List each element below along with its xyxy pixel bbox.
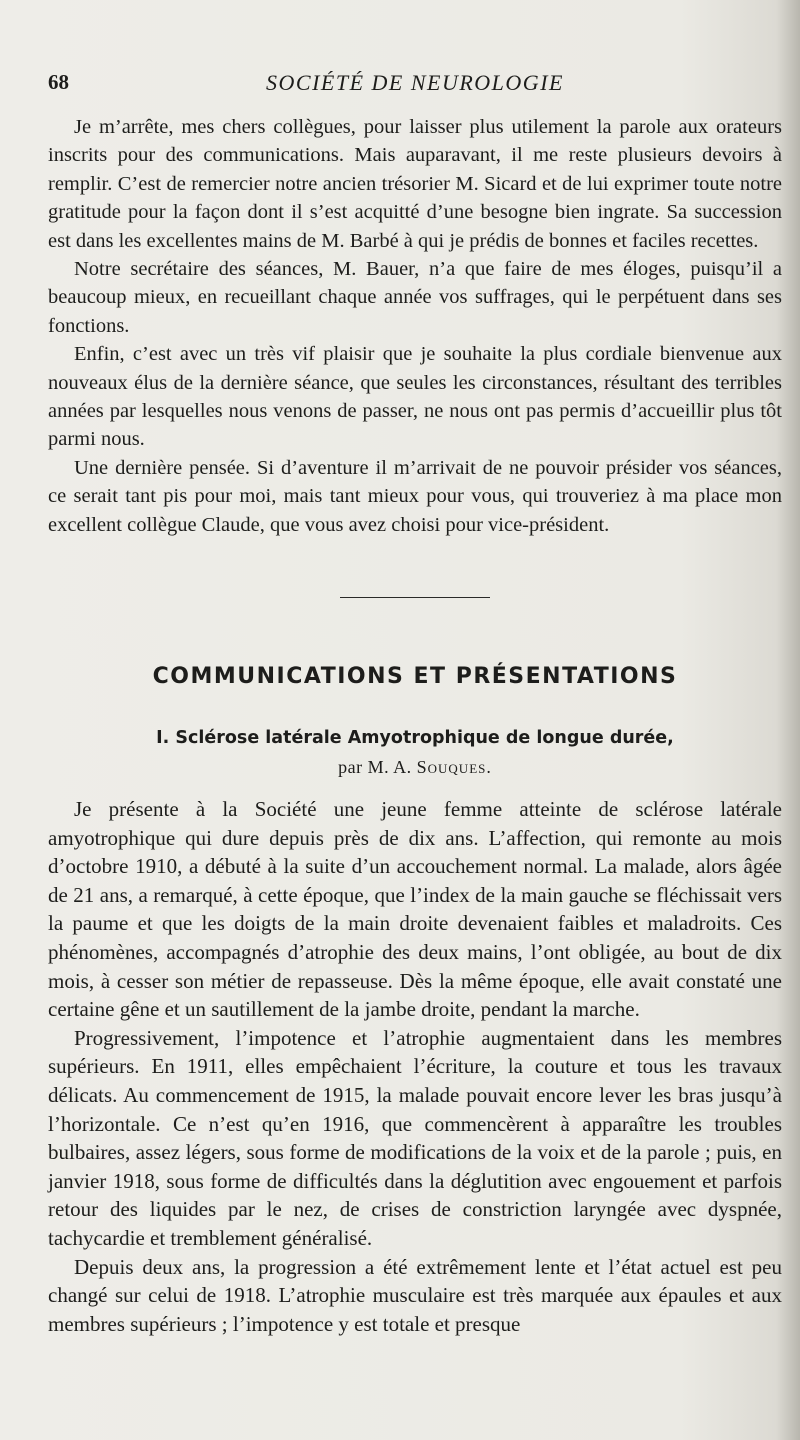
paragraph: Une dernière pensée. Si d’aventure il m’arrivait de ne pouvoir présider vos séances, ce serait tant pis pour moi, mais tant mieux pour vous, qui trouveriez à ma place mon excellent collègue Claude, que vous avez choisi pour vice-président. <box>48 456 782 536</box>
section-heading: COMMUNICATIONS ET PRÉSENTATIONS <box>152 664 678 689</box>
page-header <box>48 70 782 100</box>
article-text <box>48 795 782 1338</box>
paragraph: Je présente à la Société une jeune femme atteinte de sclérose latérale amyotrophique qui dure depuis près de dix ans. L’affection, qui remonte au mois d’octobre 1910, a débuté à la suite d’un accouchement normal. La malade, alors âgée de 21 ans, a remarqué, à cette époque, que l’index de la main gauche se fléchissait vers la paume et que les doigts de la main droite devenaient faibles et maladroits. Ces phénomènes, accompagnés d’atrophie des deux mains, l’ont obligée, au bout de dix mois, à cesser son métier de repasseuse. Dès la même époque, elle avait constaté une certaine gêne et un sautillement de la jambe droite, pendant la marche. <box>48 797 782 1022</box>
paragraph: Progressivement, l’impotence et l’atrophie augmentaient dans les membres supérieurs. En 1911, elles empêchaient l’écriture, la couture et tous les travaux délicats. Au commencement de 1915, la malade pouvait encore lever les bras jusqu’à l’horizontale. Ce n’est qu’en 1916, que commencèrent à apparaître les troubles bulbaires, assez légers, sous forme de modifications de la voix et de la parole ; puis, en janvier 1918, sous forme de difficultés dans la déglutition avec engouement et parfois retour des liquides par le nez, de crises de constriction laryngée avec dyspnée, tachycardie et tremblement généralisé. <box>48 1025 782 1250</box>
author-prefix: par M. A. <box>338 757 412 777</box>
author-name: Souques. <box>416 757 492 777</box>
paragraph: Enfin, c’est avec un très vif plaisir que je souhaite la plus cordiale bienvenue aux nouveaux élus de la dernière séance, que seules les circonstances, résultant des terribles années par lesquelles nous venons de passer, ne nous ont pas permis d’accueillir plus tôt parmi nous. <box>48 343 782 451</box>
running-title: SOCIÉTÉ DE NEUROLOGIE <box>266 70 564 95</box>
paragraph: Depuis deux ans, la progression a été extrêmement lente et l’état actuel est peu changé sur celui de 1918. L’atrophie musculaire est très marquée aux épaules et aux membres supérieurs ; l’impotence y est totale et presque <box>48 1254 782 1336</box>
article-title: I. Sclérose latérale Amyotrophique de longue durée, <box>156 728 674 748</box>
author-line <box>48 757 782 778</box>
intro-text <box>48 113 782 539</box>
paragraph: Notre secrétaire des séances, M. Bauer, n’a que faire de mes éloges, puisqu’il a beaucoup mieux, en recueillant chaque année vos suffrages, qui le perpétuent dans ses fonctions. <box>48 258 782 337</box>
paragraph: Je m’arrête, mes chers collègues, pour laisser plus utilement la parole aux orateurs inscrits pour des communications. Mais auparavant, il me reste plusieurs devoirs à remplir. C’est de remercier notre ancien trésorier M. Sicard et de lui exprimer toute notre gratitude pour la façon dont il s’est acquitté d’une besogne bien ingrate. Sa succession est dans les excellentes mains de M. Barbé à qui je prédis de bonnes et faciles recettes. <box>48 116 782 252</box>
page-number: 68 <box>48 70 69 94</box>
section-divider <box>340 597 490 598</box>
